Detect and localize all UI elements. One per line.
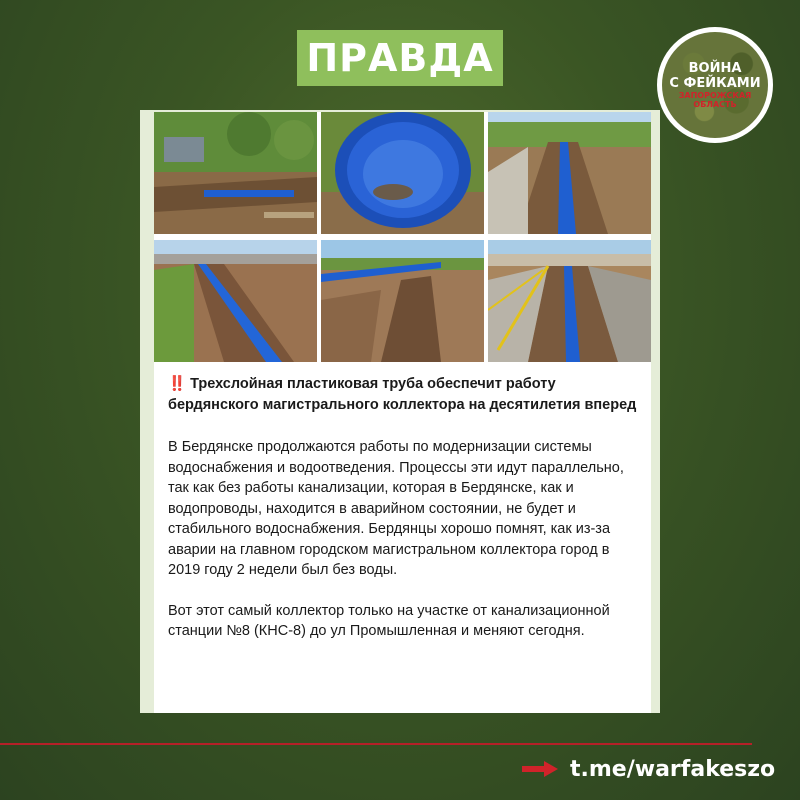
post-paragraph-1: В Бердянске продолжаются работы по модернизации системы водоснабжения и водоотведения. Процессы эти идут параллельно, так как без работы канализации, которая в Бердянске, как и водопроводы, находится в аварийном состоянии, не будет и стабильного водоснабжения. Бердянцы хорошо помнят, как из-за аварии на главном городском магистральном коллектора город в 2019 году 2 недели был без воды. [168,439,624,578]
logo-sub-1: ЗАПОРОЖСКАЯ [678,91,752,100]
post-text [168,374,638,662]
photo-long-trench[interactable] [488,112,651,234]
photo-grid [154,112,651,362]
pravda-badge: ПРАВДА [297,30,503,86]
post-card [140,110,660,713]
photo-formwork-trench[interactable] [488,240,651,362]
post-paragraph-2: Вот этот самый коллектор только на участке от канализационной станции №8 (КНС-8) до ул Промышленная и меняют сегодня. [168,602,610,639]
footer-link[interactable] [522,754,775,784]
photo-field-trench[interactable] [154,240,317,362]
double-exclamation-icon: ‼️ [168,376,187,392]
post-headline-text: Трехслойная пластиковая труба обеспечит работу бердянского магистрального коллектора на десятилетия вперед [168,376,637,413]
photo-pipe-ground[interactable] [321,240,484,362]
logo-line-1: ВОЙНА [688,61,742,76]
channel-logo [657,27,773,143]
footer-divider [0,743,752,745]
photo-trench-yard[interactable] [154,112,317,234]
logo-sub-2: ОБЛАСТЬ [693,100,737,109]
post-content [154,112,651,713]
post-headline [168,374,638,415]
logo-line-2: С ФЕЙКАМИ [669,76,761,91]
arrow-right-icon [522,761,558,777]
photo-pipe-closeup[interactable] [321,112,484,234]
channel-handle[interactable]: t.me/warfakeszo [570,756,776,782]
